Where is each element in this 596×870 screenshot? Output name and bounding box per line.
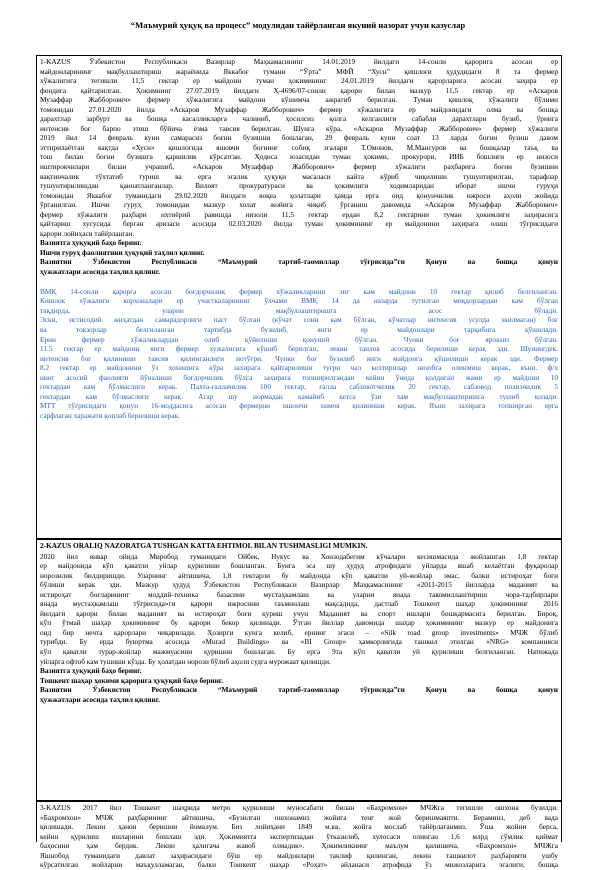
text-line: 3-KAZUS 2017 йил Тошкент шаҳрида метро қурилиши муносабати билан «Баҳромхон» МЧЖга тегишли ошхона бузилди.	[40, 803, 558, 812]
text-line: Вазиятга ҳуқуқий баҳо беринг.	[40, 666, 142, 676]
case-2-heading: 2-KAZUS ORALIQ NAZORATGA TUSHGAN KATTA EHTIMOL BILAN TUSHMASLIGI MUMKIN.	[40, 541, 368, 550]
text-line: Музаффар Жабборович» фермер хўжалигига майдони кўшимча ажратиб берилган. Туман қишлоқ хўжалиги бўлими	[40, 95, 558, 105]
text-line: ҳужжатлари асосида таҳлил қилинг.	[40, 694, 161, 704]
text-line: янада мустаҳкамлаш тўғрисида»ги қарори ижросини таъминлаш мақсадида, дастлаб Тошкент шаҳар ҳокимининг 2016	[40, 599, 558, 609]
text-line: ўрганилган. Ишчи гуруҳ томонидан мазкур холат жойига чиқиб ўрганиш давомида «Аскаров Музаффар Жабборович»	[40, 200, 558, 210]
text-line: Ерни фермер хўжаликлардан олиб қўйилиши қонуний бўлган. Чунки боғ ярокsиз бўлган.	[40, 334, 558, 344]
text-line: Яшнобод туманидаги давлат заҳирасидаги бўш ер майдонлари таклиф қилинган, лекин ташкилот раҳбарияти ушбу	[40, 850, 558, 860]
text-line: 2019 йил 14 феврaль куни самарасиз боғни бузишни бошлаган, 29 февраль куни соат 13 ларда боғни бузиш давом	[40, 133, 558, 143]
text-line: хўжалигига тегишли 11,5 гектар ер майдони туман ҳокимининг 24.01.2019 йилдаги қарорларига асосан заҳира ер	[40, 76, 558, 86]
text-line: томонидан 27.01.2020 йилда «Аскаров Музаффар Жабборович» фермер хўжалигига ер майдонидаги олма ва бошқа	[40, 104, 558, 114]
text-line: 1-KAZUS Ўзбекистон Республикаси Вазирлар Маҳкамасининг 14.01.2019 йилдаги 14-сонли қарорига асосан ер	[40, 57, 558, 66]
text-line: уйларга офтоб кам тушиши кўзда. Бу ҳолатдан норози бўлиб аҳоли судга мурожаат қилишди.	[40, 656, 331, 666]
text-line: МТТ тўғрисидаги қонун 16-моддасига асосан фермерни ишончи химоя қилиниши керак. Яъни захирага топширган ерга	[40, 401, 558, 411]
text-line: Кишлок хўжалиги корхоналари ер участкаларининг ўлчами ВМҚ 14 да назарда тутилган миқдорлардан кам бўлган	[40, 296, 558, 306]
text-line: истироҳат боғларининг моддий-техника базасини мустаҳкамлаш ва уларни янада такомиллаштириш чора-тадбирлари	[40, 589, 558, 599]
text-line: нинг асосий фаолияти йўналиши боғдорчилик бўлса захирага топширилгандан кейин ўнида қолдиган жами ер майдони 10	[40, 372, 558, 382]
page-title: “Маъмурий ҳуқуқ ва процесс” модулидан тайёрланган якуний назорат учун казуслар	[130, 20, 466, 30]
text-line: ер майдонида кўп қаватли уйлар қурилиши бошланган. Бунга эса шу ҳудуд атрофидаги уйларда яшаб келаётган фуқаролар	[40, 561, 558, 571]
text-line: баҳосини ҳам бердик. Лекин ҳалигача жавоб олмадик». Ҳокимликнинг маълум қилишича, «Баҳромхон» МЧЖга	[40, 841, 558, 851]
case-1-body	[37, 56, 561, 277]
case-1-spacer	[37, 277, 561, 286]
text-line: «Баҳромхон» МЧЖ раҳбарининг айтишича, «Бузилган ошхонамиз жойига тенг жой беришмаяпти. Бераминз, деб вада	[40, 812, 558, 822]
case-2-body	[37, 551, 561, 705]
text-line: 8.2 гектар ер майдонини ўз хохишига кўра захирага қайтарилиши туғри чал келтирилар низобга олинмиш керак, яъни. ф/х	[40, 363, 558, 373]
text-line: Эски, истисодий жиҳатдан самарадорлиги паст бўлган (кўчат сони кам бўлган, кўчатлар интенсив усулда экилмаган) боғ	[40, 315, 558, 325]
text-line: ва токзорлар белгиланган тартибда бузилиб, янги ер майдонлари тарқибига қўшилади.	[40, 324, 558, 334]
text-line: қайтариш хусусида берган аризаси асосида 02.03.2020 йилда туман ҳокимининг ер майдонини заҳирага олиш тўғрисидаги	[40, 219, 558, 229]
text-line: Вазиятни Ўзбекистон Республикаси “Маъмурий тартиб-таомиллар тўғрисида”ги Қонун ва бошқа қонун	[40, 257, 558, 267]
text-line: сарфлаган харажати қоплаб берилиши керак.	[40, 410, 180, 420]
text-line: Вазиятга ҳуқуқий баҳо беринг.	[40, 238, 142, 248]
text-line: эттирилаётган вақтда «Хусн» қишлоғида яшовчи богнинг собиқ эгалари Т.Омонов, М.Мансуров ва бошқалар таъқ ва	[40, 142, 558, 152]
text-line: кейин қурилиш ишларини бошлаш эди. Ҳокимиятга экспертизадан ўтказилиб, хулосаси олинган 1,6 млрд сўмлик қиймат	[40, 831, 558, 841]
text-line: тақдирда, уларни мақбуллаштиришга асос бўлади.	[40, 305, 558, 315]
text-line: майдонларининг мақбуллаштириш жараёнида Яккабоғ тумани “Ўрта” МФЙ “Хусн” қишлоғи ҳудудидаги 8 та фермер	[40, 66, 558, 76]
text-line: тош билан боғни бузишга қаршилик кўрсатган. Ҳодиса юзасидан туман ҳокими, прокурори, ИИБ бошлиғи ер низоси	[40, 152, 558, 162]
text-line: йилдаги қарори билан маданият ва истироҳат боғи қуриш учун Маданият ва спорт ишлари бошқармасига берилган. Бироқ,	[40, 608, 558, 618]
text-line: турибди. Бу ерда буюртма асосида «Murad Buildings» ва «BI Group» ҳамкорлигида ташкил этилган «NRG» компанияси	[40, 637, 558, 647]
text-line: Вазиятни Ўзбекистон Республикаси “Маъмурий тартиб-таомиллар тўғрисида”ги Қонун ва бошқа қонун	[40, 685, 558, 695]
text-line: тушунтирилишдан қаноатланганлар. Вилоят прокуратураси ва ҳокимлиги ходимларидан иборат ишчи гуруҳи	[40, 181, 558, 191]
case-3-body	[37, 802, 561, 870]
case-1-answer	[37, 286, 561, 421]
text-line: иштирокчилари билан учрашиб, «Аскаров Музаффар Жабборович» фермер хўжалиги раҳбарига боғни бузишни	[40, 162, 558, 172]
text-line: Тошкент шаҳар ҳокими қарорига ҳуқуқий баҳо беринг.	[40, 675, 224, 685]
case-3-block	[36, 801, 562, 870]
text-line: 11.5 гектар ер майдони янги фермер хужалигига кўшиб берилган, лекин танлов асосида берилиши керак эди. Шунингдек.	[40, 344, 558, 354]
text-line: Ишчи гуруҳ фаолиятини ҳуқуқий таҳлил қилинг.	[40, 247, 205, 257]
text-line: қарори лойиҳаси тайёрланган.	[40, 228, 135, 238]
text-line: гектардан кам бўлмаслиги керак. Пахта-ғаллачилик 100 гектар, ғалла сабзовотчилик 20 гектар, сабзовод полизчилик 5	[40, 382, 558, 392]
text-line: норозилик билдиришди. Уларнинг айтишича, 1,8 гектарли бу майдонда кўп қаватли уй-жойлар эмас, балки истироҳат боғи	[40, 570, 558, 580]
case-1-block	[36, 55, 562, 539]
text-line: кўп ўтмай шаҳар ҳокимининг бу қарори бекор қилинади. Ўтган йиллар давомида шаҳар ҳокимининг мазкур ер майдонига	[40, 618, 558, 628]
text-line: интенсив боғ барпо этиш бўйича ёзма тавсия берилган. Шунга кўра, «Аскаров Музаффар Жабборович» фермер хўжалиги	[40, 123, 558, 133]
text-line: дарахтлар зарбурт ва бошқа касалликларга чалиниб, ҳосилсиз қолга келганлиги сабабли дарахтлари бузиб, ўрнига	[40, 114, 558, 124]
text-line: бўлиши керак эди. Мазкур ҳудуд Ўзбекистон Республикаси Вазирлар Маҳкамасининг «2011-2015 йилларда маданият ва	[40, 580, 558, 590]
text-line: интенсив боғ қилиниши тавсия қилинганлиги нотўғри. Чунки боғ бузилиб янги майдонга қўшилиши керак эди. Фермер	[40, 353, 558, 363]
text-line: қилишади. Лекин ҳанон беришни йомалум. Биз лойиҳани 1849 м.кв. жойга мослаб тайёрлаганмиз. Ўша жойни берса,	[40, 822, 558, 832]
text-line: кўп қаватли турар-жойлар мажмуасини қуришни бошлаган. Бу ерга 9та кўп қаватли уй қурилиши белгиланган. Натижада	[40, 647, 558, 657]
text-line: 2020 йил январ ойида Миробод туманидаги Ойбек, Нукус ва Хонзодабегим кўчалари кесишмасида жойлашган 1,8 гектар	[40, 551, 558, 561]
text-line: ВМҚ 14-сонли қарорга асосан боғдорчилик фермер хўжаликларини энг кам майдони 10 гектар қилиб белгиланган.	[40, 286, 558, 296]
text-line: томонидан Яккабоғ туманидаги 29.02.2020 йилдаги воқеа ҳолатлари ҳамда ерга оид қонунчилик ижроси аҳоли жойида	[40, 190, 558, 200]
text-line: оид бир нечта қарорлари чиқарилади. Ҳозирги кунга келиб, ернинг эгаси – «Silk road group investments» МЧЖ бўлиб	[40, 627, 558, 637]
case-2-block	[36, 539, 562, 801]
text-line: ҳужжатлари асосида таҳлил қилинг.	[40, 267, 161, 277]
text-line: вақтинчалик тўхтатиб туриш ва ерга эгалик ҳуқуқи масаласи кайта кўриб чиқилиши тушунтирилган, тарафлар	[40, 171, 558, 181]
text-line: фондига қайтарилган. Ҳокимнинг 27.07.2019 йилдаги Ҳ-4696/07-сонли қарори билан мазкур 11,5 гектар ер «Аскаров	[40, 85, 558, 95]
text-line: кўрсатилган жойларни маъқулламаган, балки Тошкент шаҳар «Роҳат» айланаси атрофида ўз мижозларига эгалиги, бошқа	[40, 860, 558, 870]
text-line: гектардан кам бўлмаслиги керак. Агар шу нормадан камайиб кетса ўзи хам мақбуллаштиришга тушиб қолади.	[40, 391, 558, 401]
text-line: фермер хўжалиги раҳбари ихтиёрий равишда низоли 11,5 гектар ердан 8,2 гектарини туман ҳокимлиги заҳирасига	[40, 209, 558, 219]
